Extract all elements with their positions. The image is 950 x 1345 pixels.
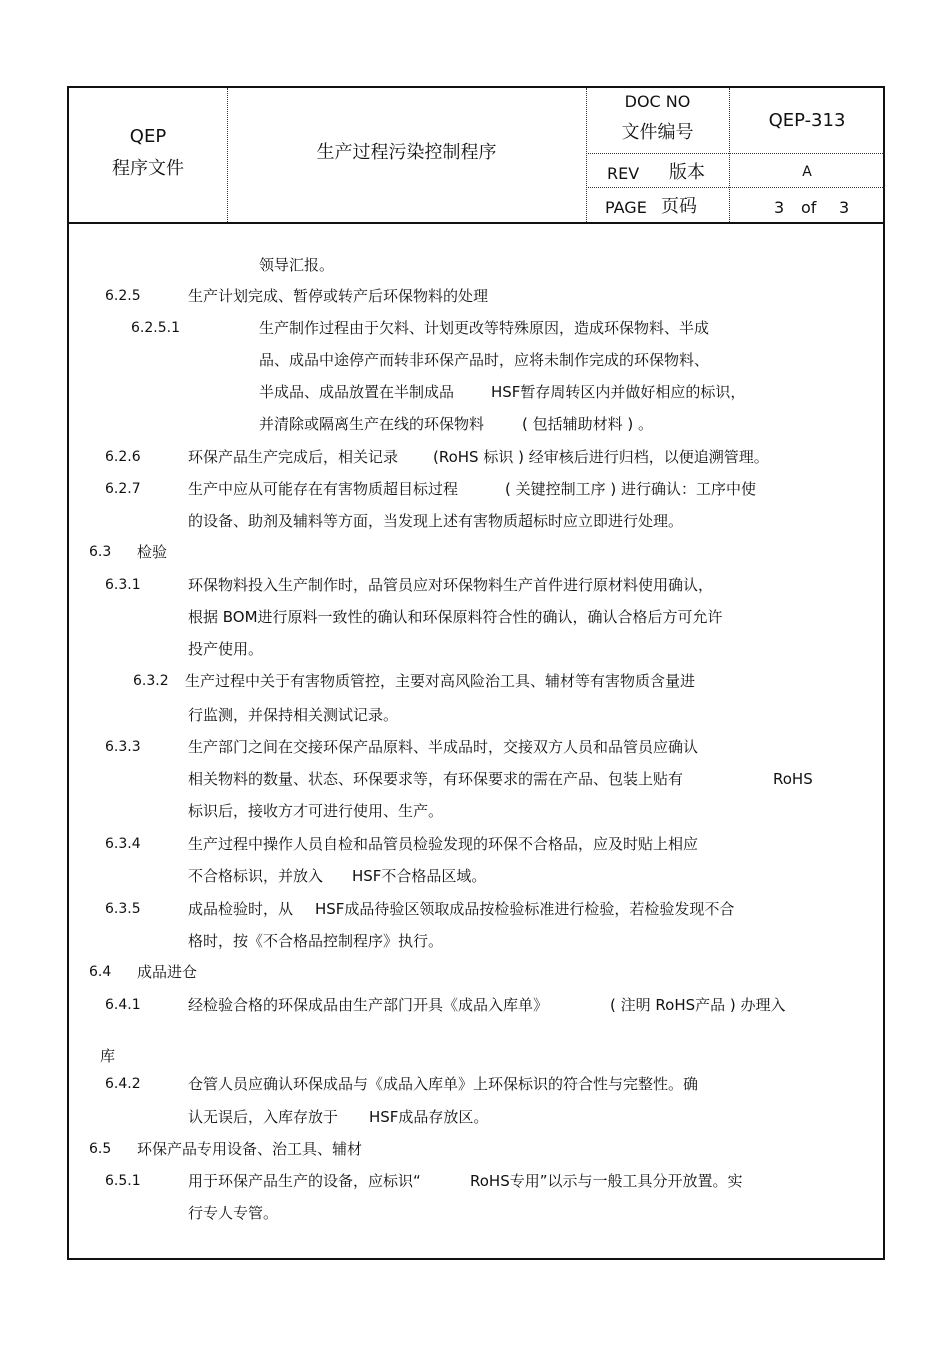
text-line: 根据 BOM进行原料一致性的确认和环保原料符合性的确认，确认合格后方可允许 xyxy=(188,608,723,626)
text-line: 环保物料投入生产制作时，品管员应对环保物料生产首件进行原材料使用确认， xyxy=(188,576,714,594)
text-line: 用于环保产品生产的设备，应标识“ xyxy=(188,1172,421,1190)
text-line: 投产使用。 xyxy=(188,640,264,658)
section-number: 6.2.6 xyxy=(105,449,141,465)
section-number: 6.2.5 xyxy=(105,288,141,304)
text-line: 半成品、成品放置在半制成品 xyxy=(259,383,455,401)
section-number: 6.5.1 xyxy=(105,1173,141,1189)
text-line: 仓管人员应确认环保成品与《成品入库单》上环保标识的符合性与完整性。确 xyxy=(188,1075,699,1093)
section-number: 6.3.3 xyxy=(105,739,141,755)
text-line: 格时，按《不合格品控制程序》执行。 xyxy=(188,932,444,950)
text-line: 经检验合格的环保成品由生产部门开具《成品入库单》 xyxy=(188,996,549,1014)
text-line: 生产计划完成、暂停或转产后环保物料的处理 xyxy=(188,287,489,305)
text-line: 生产部门之间在交接环保产品原料、半成品时，交接双方人员和品管员应确认 xyxy=(188,738,699,756)
text-line: 的设备、助剂及辅料等方面，当发现上述有害物质超标时应立即进行处理。 xyxy=(188,512,684,530)
header-divider xyxy=(729,88,730,222)
text-line: ( 关键控制工序 ) 进行确认：工序中使 xyxy=(505,480,757,498)
section-number: 6.3.2 xyxy=(133,673,169,689)
doc-no-label-cn: 文件编号 xyxy=(621,122,694,143)
text-line: HSF成品待验区领取成品按检验标准进行检验，若检验发现不合 xyxy=(315,900,735,918)
section-number: 6.4.2 xyxy=(105,1076,141,1092)
text-line: HSF暂存周转区内并做好相应的标识， xyxy=(491,383,746,401)
text-line: 生产过程中操作人员自检和品管员检验发现的环保不合格品，应及时贴上相应 xyxy=(188,835,699,853)
page-current: 3 xyxy=(774,198,785,217)
text-line: 领导汇报。 xyxy=(259,256,335,274)
text-line: (RoHS 标识 ) 经审核后进行归档，以便追溯管理。 xyxy=(433,448,769,466)
section-heading: 环保产品专用设备、治工具、辅材 xyxy=(137,1140,363,1158)
text-line: 环保产品生产完成后，相关记录 xyxy=(188,448,399,466)
text-line: ( 注明 RoHS产品 ) 办理入 xyxy=(610,996,786,1014)
section-number: 6.4.1 xyxy=(105,997,141,1013)
rev-value: A xyxy=(802,164,812,180)
document-header xyxy=(69,88,883,224)
header-row-divider xyxy=(586,153,885,154)
section-number: 6.3 xyxy=(89,544,112,560)
rev-label-en: REV xyxy=(607,164,640,183)
page-label-cn: 页码 xyxy=(661,196,697,217)
section-heading: 检验 xyxy=(137,543,168,561)
text-line: HSF不合格品区域。 xyxy=(352,867,487,885)
rev-label-cn: 版本 xyxy=(669,162,705,183)
section-number: 6.2.5.1 xyxy=(131,320,180,336)
page-of: of xyxy=(801,198,817,217)
text-line: 库 xyxy=(100,1047,116,1065)
document-title: 生产过程污染控制程序 xyxy=(316,142,497,163)
text-line: 生产过程中关于有害物质管控，主要对高风险治工具、辅材等有害物质含量进 xyxy=(185,672,696,690)
section-number: 6.3.5 xyxy=(105,901,141,917)
text-line: 品、成品中途停产而转非环保产品时，应将未制作完成的环保物料、 xyxy=(259,351,710,369)
text-line: 相关物料的数量、状态、环保要求等，有环保要求的需在产品、包装上贴有 xyxy=(188,770,684,788)
section-number: 6.2.7 xyxy=(105,481,141,497)
doc-no-value: QEP-313 xyxy=(768,110,846,131)
text-line: 标识后，接收方才可进行使用、生产。 xyxy=(188,802,444,820)
section-number: 6.4 xyxy=(89,964,112,980)
text-line: 生产制作过程由于欠料、计划更改等特殊原因，造成环保物料、半成 xyxy=(259,319,710,337)
text-line: HSF成品存放区。 xyxy=(369,1108,489,1126)
doc-no-label-en: DOC NO xyxy=(624,92,691,111)
section-heading: 成品进仓 xyxy=(137,963,198,981)
text-line: 生产中应从可能存在有害物质超目标过程 xyxy=(188,480,459,498)
company-name: QEP xyxy=(129,126,167,147)
text-line: 行监测，并保持相关测试记录。 xyxy=(188,706,399,724)
text-line: RoHS xyxy=(773,770,813,788)
page-label-en: PAGE xyxy=(605,198,647,217)
text-line: 行专人专管。 xyxy=(188,1204,279,1222)
text-line: 并清除或隔离生产在线的环保物料 xyxy=(259,415,485,433)
section-number: 6.3.1 xyxy=(105,577,141,593)
text-line: ( 包括辅助材料 ) 。 xyxy=(522,415,654,433)
text-line: 不合格标识，并放入 xyxy=(188,867,324,885)
text-line: 认无误后，入库存放于 xyxy=(188,1108,339,1126)
document-type: 程序文件 xyxy=(112,158,184,179)
header-row-divider xyxy=(586,187,885,188)
text-line: 成品检验时，从 xyxy=(188,900,294,918)
section-number: 6.5 xyxy=(89,1141,112,1157)
section-number: 6.3.4 xyxy=(105,836,141,852)
text-line: RoHS专用”以示与一般工具分开放置。实 xyxy=(470,1172,743,1190)
page-total: 3 xyxy=(839,198,850,217)
